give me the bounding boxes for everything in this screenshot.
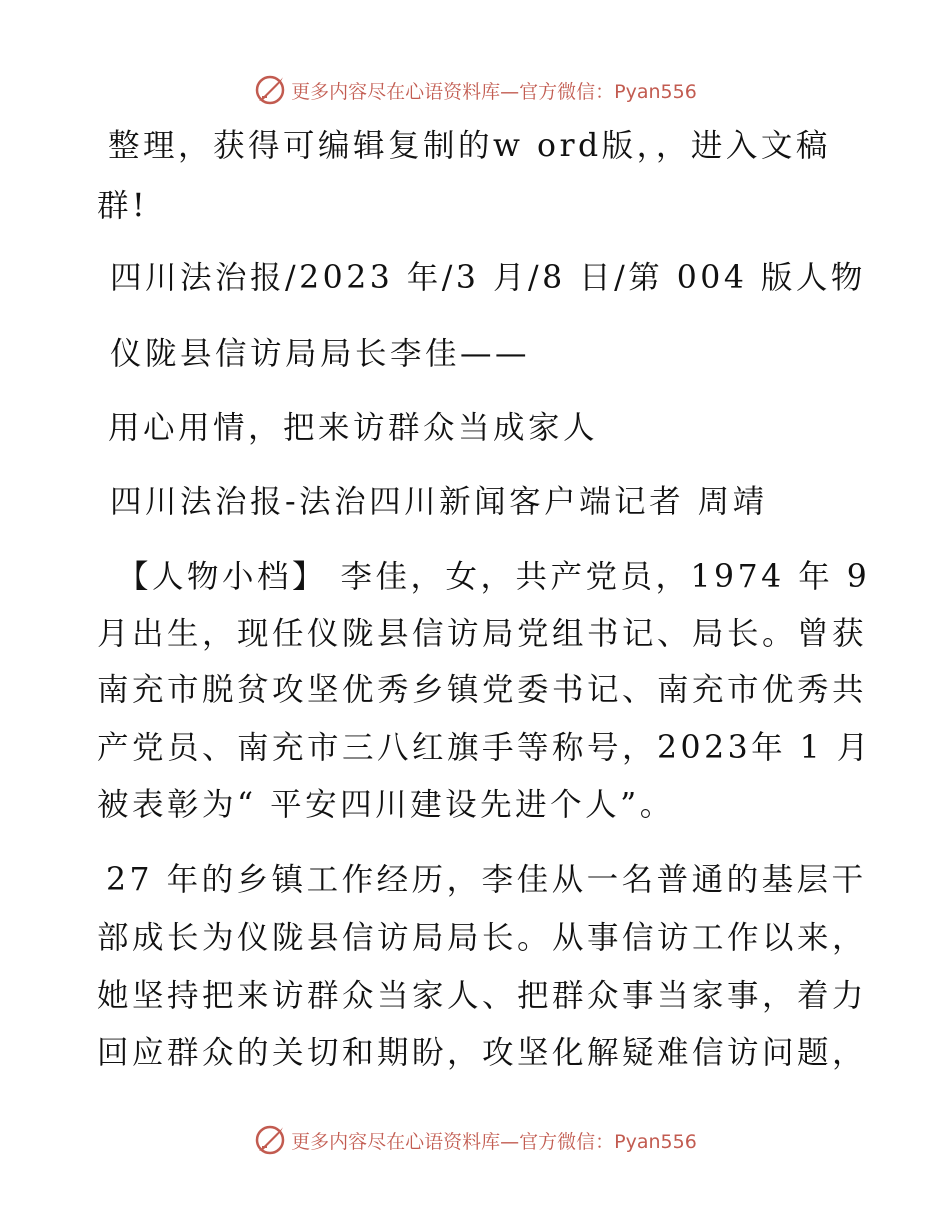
body-line: 整理，获得可编辑复制的w ord版，，进入文稿 [108,128,831,164]
footer-watermark [0,1120,950,1160]
watermark-text: 更多内容尽在心语资料库—官方微信：Pyan556 [291,1130,697,1153]
body-line: 产党员、南充市三八红旗手等称号，2023年 1 月 [97,730,872,766]
body-line: 27 年的乡镇工作经历，李佳从一名普通的基层干 [106,862,867,898]
body-line: 四川法治报/2023 年/3 月/8 日/第 004 版人物 [110,260,866,296]
body-line: 群! [97,188,149,224]
body-line: 回应群众的关切和期盼，攻坚化解疑难信访问题， [97,1035,868,1071]
quill-logo-icon [253,1123,287,1157]
body-line: 她坚持把来访群众当家人、把群众事当家事，着力 [97,978,868,1014]
body-line: 南充市脱贫攻坚优秀乡镇党委书记、南充市优秀共 [97,672,868,708]
header-watermark [0,70,950,110]
article-subtitle: 用心用情，把来访群众当成家人 [108,410,599,446]
byline: 四川法治报-法治四川新闻客户端记者 周靖 [110,484,768,520]
body-line: 部成长为仪陇县信访局局长。从事信访工作以来， [97,920,868,956]
quill-logo-icon [253,73,287,107]
body-line: 月出生，现任仪陇县信访局党组书记、局长。曾获 [97,616,868,652]
watermark-text: 更多内容尽在心语资料库—官方微信：Pyan556 [291,80,697,103]
body-line: 被表彰为“ 平安四川建设先进个人”。 [97,787,675,823]
body-line: 【人物小档】 李佳，女，共产党员，1974 年 9 [117,559,871,595]
article-title: 仪陇县信访局局长李佳—— [110,336,531,372]
